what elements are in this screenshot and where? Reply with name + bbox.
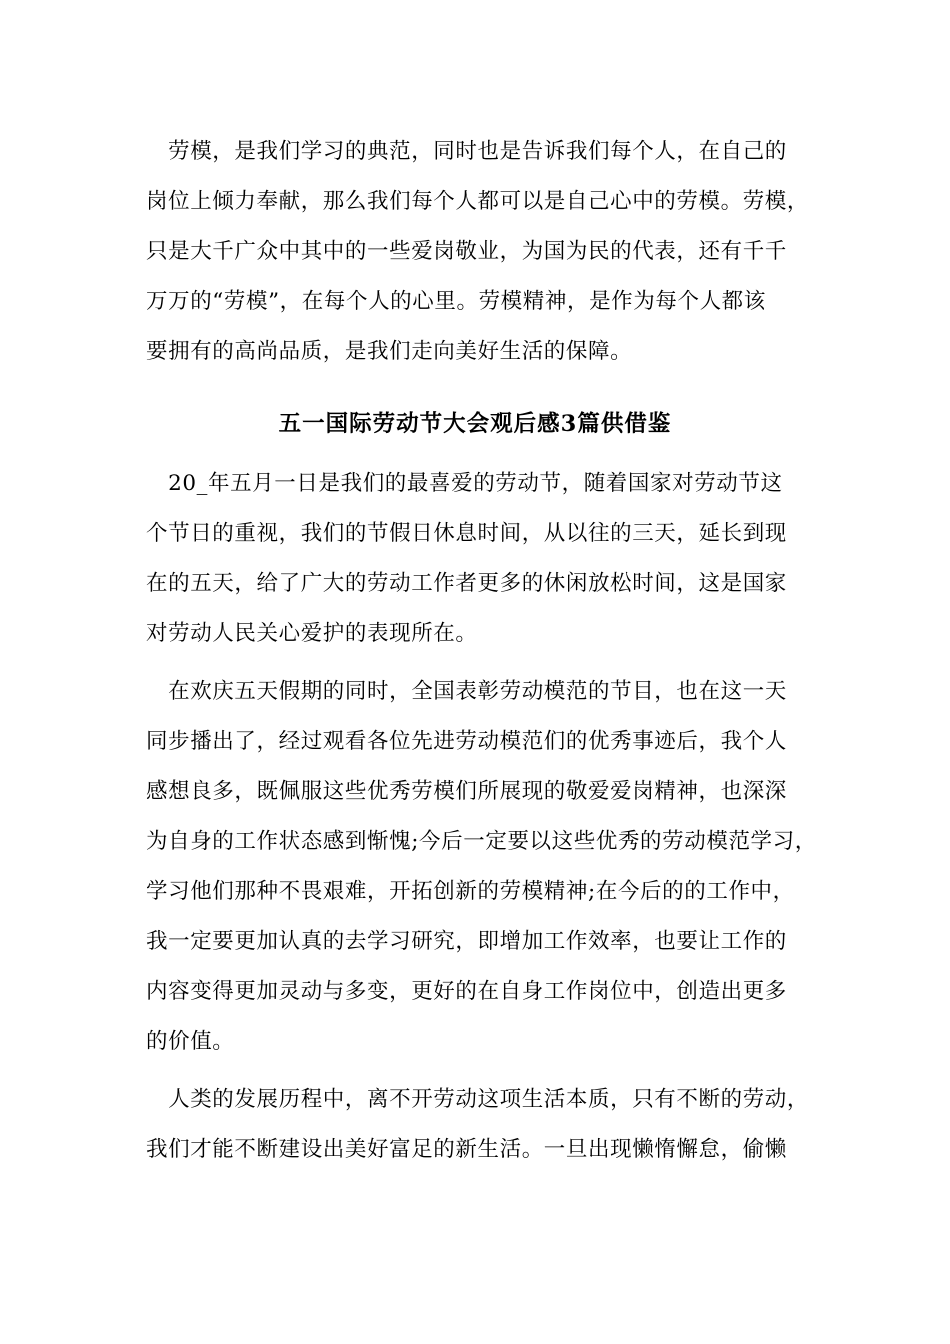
paragraph-2-line-2: 个节日的重视，我们的节假日休息时间，从以往的三天，延长到现 <box>146 521 787 546</box>
paragraph-4-line-1: 人类的发展历程中，离不开劳动这项生活本质，只有不断的劳动， <box>146 1087 810 1112</box>
paragraph-2-line-4: 对劳动人民关心爱护的表现所在。 <box>146 621 478 646</box>
paragraph-1-line-5: 要拥有的高尚品质，是我们走向美好生活的保障。 <box>146 339 633 364</box>
paragraph-3-line-8: 的价值。 <box>146 1029 235 1054</box>
paragraph-3-line-5: 学习他们那种不畏艰难，开拓创新的劳模精神;在今后的的工作中， <box>146 879 795 904</box>
section-title: 五一国际劳动节大会观后感3篇供借鉴 <box>278 411 672 437</box>
paragraph-3-line-7: 内容变得更加灵动与多变，更好的在自身工作岗位中，创造出更多 <box>146 979 787 1004</box>
paragraph-2-line-1: 20_年五月一日是我们的最喜爱的劳动节，随着国家对劳动节这 <box>146 471 783 496</box>
paragraph-1-line-3: 只是大千广众中其中的一些爱岗敬业，为国为民的代表，还有千千 <box>146 239 787 264</box>
paragraph-3-line-2: 同步播出了，经过观看各位先进劳动模范们的优秀事迹后，我个人 <box>146 729 787 754</box>
paragraph-3-line-4: 为自身的工作状态感到惭愧;今后一定要以这些优秀的劳动模范学习， <box>146 829 817 854</box>
paragraph-1-line-4: 万万的“劳模”，在每个人的心里。劳模精神，是作为每个人都该 <box>146 289 766 314</box>
paragraph-3-line-1: 在欢庆五天假期的同时，全国表彰劳动模范的节目，也在这一天 <box>146 679 787 704</box>
paragraph-1-line-2: 岗位上倾力奉献，那么我们每个人都可以是自己心中的劳模。劳模， <box>146 189 810 214</box>
paragraph-2-line-3: 在的五天，给了广大的劳动工作者更多的休闲放松时间，这是国家 <box>146 571 787 596</box>
paragraph-3-line-3: 感想良多，既佩服这些优秀劳模们所展现的敬爱爱岗精神，也深深 <box>146 779 787 804</box>
paragraph-1-line-1: 劳模，是我们学习的典范，同时也是告诉我们每个人，在自己的 <box>146 139 787 164</box>
paragraph-4-line-2: 我们才能不断建设出美好富足的新生活。一旦出现懒惰懈怠，偷懒 <box>146 1137 787 1162</box>
paragraph-3-line-6: 我一定要更加认真的去学习研究，即增加工作效率，也要让工作的 <box>146 929 787 954</box>
